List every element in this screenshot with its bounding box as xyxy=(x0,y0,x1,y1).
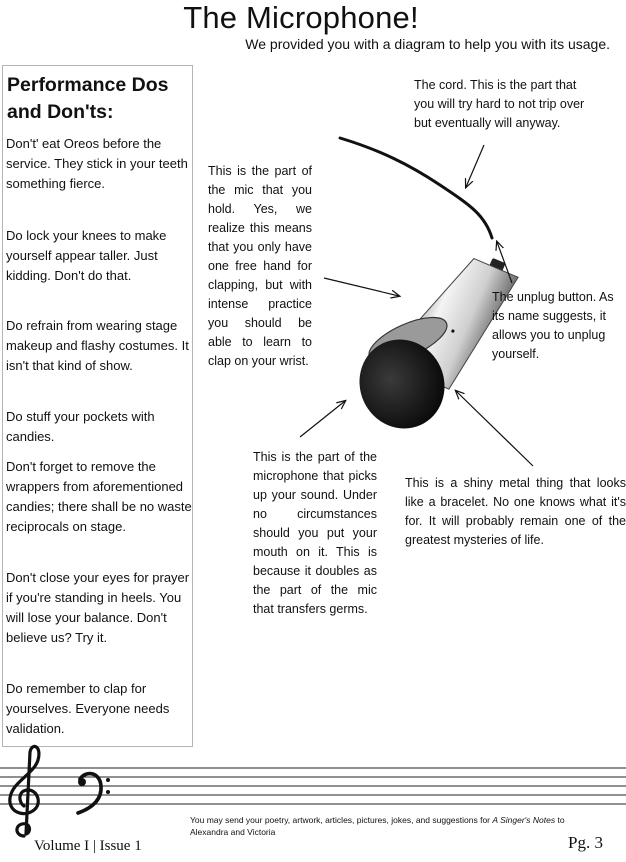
arrow-ring xyxy=(456,391,533,466)
page-subtitle: We provided you with a diagram to help you with its usage. xyxy=(245,36,610,52)
callout-metal-ring: This is a shiny metal thing that looks like a bracelet. No one knows what it's for. It will probably remain one of the greatest mysteries of life. xyxy=(405,476,626,547)
callout-handle: This is the part of the mic that you hold. Yes, we realize this means that you only have one free hand for clapping, but with intense practice you should be able to learn to clap on your wrist. xyxy=(208,164,312,368)
callout-microphone-head: This is the part of the microphone that picks up your sound. Under no circumstances should you put your mouth on it. This is because it doubles as the part of the mic that transfers germs. xyxy=(253,450,377,616)
tip-candies: Do stuff your pockets with candies. xyxy=(6,409,155,444)
volume-issue: Volume I | Issue 1 xyxy=(34,838,142,854)
tip-oreos: Don't' eat Oreos before the service. They stick in your teeth something fierce. xyxy=(6,136,188,191)
submission-note: You may send your poetry, artwork, articles, pictures, jokes, and suggestions for A Singer's Notes to Alexandra and Victoria xyxy=(190,815,565,837)
tip-stage-makeup: Do refrain from wearing stage makeup and flashy costumes. It isn't that kind of show. xyxy=(6,318,189,373)
microphone-cord xyxy=(340,138,492,238)
arrow-cord xyxy=(466,145,484,187)
arrow-head xyxy=(300,401,345,437)
publication-name: A Singer's Notes xyxy=(492,815,556,825)
page-number: Pg. 3 xyxy=(568,833,603,852)
treble-clef-icon xyxy=(10,746,39,836)
callout-cord: The cord. This is the part that you will try hard to not trip over but eventually will anyway. xyxy=(414,78,585,130)
tip-clap: Do remember to clap for yourselves. Everyone needs validation. xyxy=(6,681,170,736)
tip-wrappers: Don't forget to remove the wrappers from aforementioned candies; there shall be no waste reciprocals on stage. xyxy=(6,459,192,534)
callout-unplug-button: The unplug button. As its name suggests, it allows you to unplug yourself. xyxy=(492,290,614,361)
page-title: The Microphone! xyxy=(183,0,419,35)
tip-lock-knees: Do lock your knees to make yourself appear taller. Just kidding. Don't do that. xyxy=(6,228,167,283)
tip-heels: Don't close your eyes for prayer if you're standing in heels. You will lose your balance. Don't believe us? Try it. xyxy=(6,570,190,645)
sidebar-title-line-2: and Don'ts: xyxy=(7,101,114,123)
arrow-handle xyxy=(324,278,399,296)
sidebar-title-line-1: Performance Dos xyxy=(7,74,169,96)
